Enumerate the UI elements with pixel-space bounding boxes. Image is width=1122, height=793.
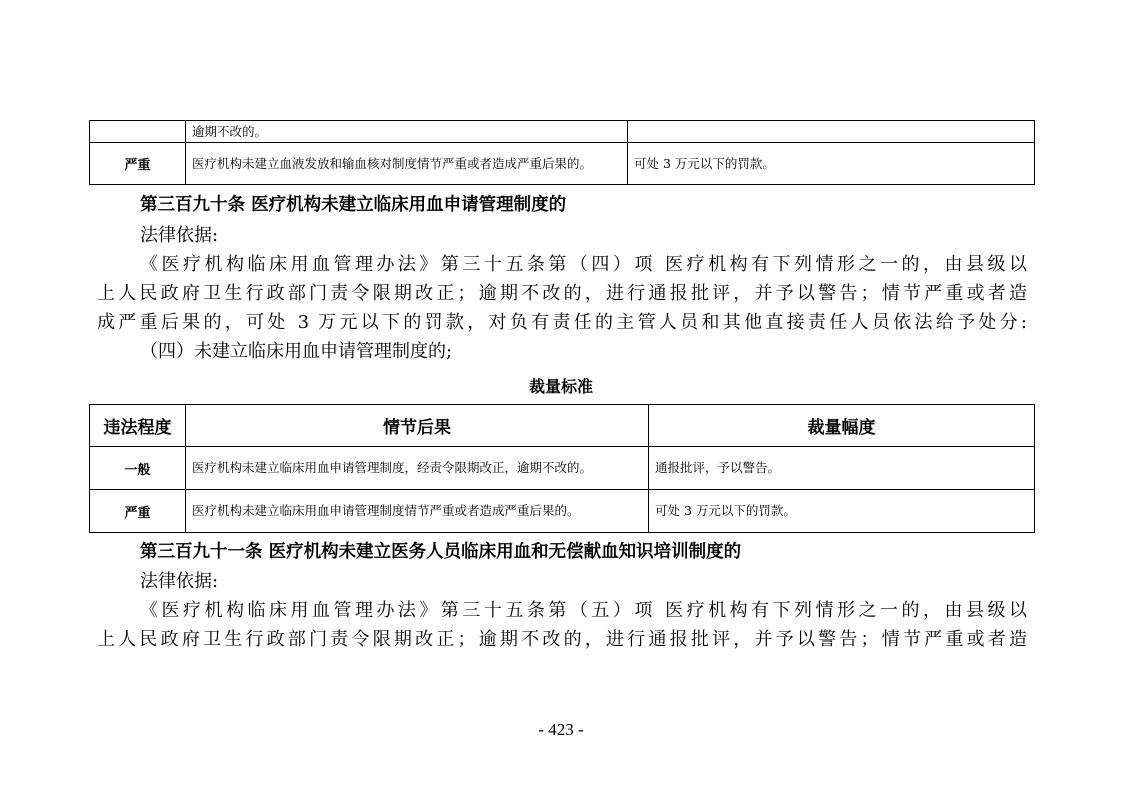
legal-basis-label: 法律依据: [140, 571, 219, 592]
legal-basis-line: 成严重后果的，可处 3 万元以下的罚款，对负有责任的主管人员和其他直接责任人员依法给予处分: [97, 312, 1027, 333]
discretion-standard-table [89, 404, 1035, 533]
range-cell: 通报批评，予以警告。 [649, 447, 1035, 490]
legal-basis-label: 法律依据: [140, 225, 219, 246]
range-cell: 可处 3 万元以下的罚款。 [649, 490, 1035, 533]
continued-table [89, 120, 1035, 185]
legal-basis-line: 《医疗机构临床用血管理办法》第三十五条第（四）项 医疗机构有下列情形之一的，由县级以 [140, 254, 1027, 275]
table-row [90, 490, 1035, 533]
severity-cell: 严重 [90, 143, 186, 185]
range-cell: 可处 3 万元以下的罚款。 [628, 143, 1035, 185]
legal-basis-line: 上人民政府卫生行政部门责令限期改正；逾期不改的，进行通报批评，并予以警告；情节严重或者造 [97, 283, 1027, 304]
table-row [90, 447, 1035, 490]
legal-item: （四）未建立临床用血申请管理制度的; [140, 341, 453, 362]
circumstance-cell: 医疗机构未建立血液发放和输血核对制度情节严重或者造成严重后果的。 [186, 143, 628, 185]
legal-basis-line: 《医疗机构临床用血管理办法》第三十五条第（五）项 医疗机构有下列情形之一的，由县级以 [140, 600, 1027, 621]
legal-basis-line: 上人民政府卫生行政部门责令限期改正；逾期不改的，进行通报批评，并予以警告；情节严重或者造 [97, 629, 1027, 650]
severity-cell: 严重 [90, 490, 186, 533]
circumstance-cell: 逾期不改的。 [186, 121, 628, 143]
range-cell [628, 121, 1035, 143]
standard-title: 裁量标准 [528, 377, 593, 396]
table-row [90, 121, 1035, 143]
column-header: 裁量幅度 [649, 405, 1035, 447]
table-header-row [90, 405, 1035, 447]
circumstance-cell: 医疗机构未建立临床用血申请管理制度，经责令限期改正，逾期不改的。 [186, 447, 649, 490]
page-number: - 423 - [538, 720, 584, 739]
circumstance-cell: 医疗机构未建立临床用血申请管理制度情节严重或者造成严重后果的。 [186, 490, 649, 533]
article-title: 第三百九十条 医疗机构未建立临床用血申请管理制度的 [140, 195, 567, 215]
column-header: 情节后果 [186, 405, 649, 447]
severity-cell: 一般 [90, 447, 186, 490]
table-row [90, 143, 1035, 185]
article-title: 第三百九十一条 医疗机构未建立医务人员临床用血和无偿献血知识培训制度的 [140, 542, 742, 562]
column-header: 违法程度 [90, 405, 186, 447]
severity-cell [90, 121, 186, 143]
